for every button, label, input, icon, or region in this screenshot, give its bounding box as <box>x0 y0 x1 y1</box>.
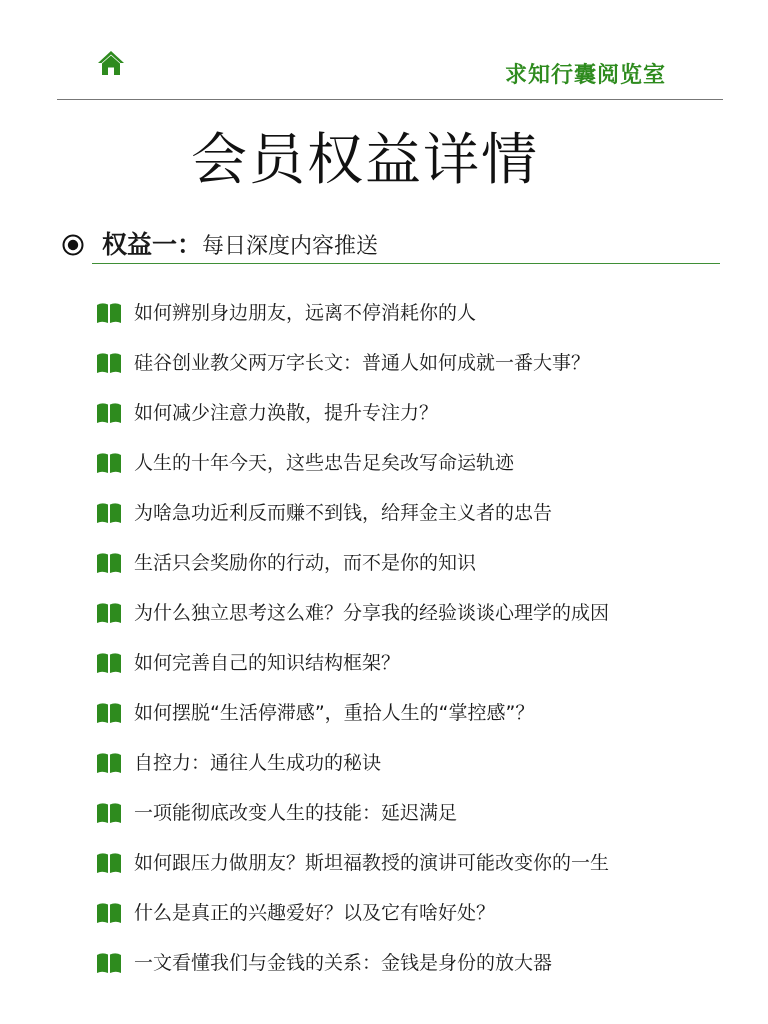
open-book-icon <box>96 402 122 424</box>
open-book-icon <box>96 952 122 974</box>
list-item[interactable] <box>96 296 609 346</box>
list-item[interactable] <box>96 596 609 646</box>
open-book-icon <box>96 302 122 324</box>
list-item[interactable] <box>96 396 609 446</box>
open-book-icon <box>96 852 122 874</box>
open-book-icon <box>96 702 122 724</box>
list-item[interactable] <box>96 896 609 946</box>
open-book-icon <box>96 902 122 924</box>
list-item-text: 如何辨别身边朋友，远离不停消耗你的人 <box>134 302 477 324</box>
open-book-icon <box>96 652 122 674</box>
section-heading <box>62 228 722 264</box>
open-book-icon <box>96 602 122 624</box>
list-item[interactable] <box>96 546 609 596</box>
section-name: 每日深度内容推送 <box>202 234 379 259</box>
list-item[interactable] <box>96 846 609 896</box>
list-item[interactable] <box>96 746 609 796</box>
list-item-text: 如何完善自己的知识结构框架？ <box>134 652 401 674</box>
open-book-icon <box>96 752 122 774</box>
list-item[interactable] <box>96 796 609 846</box>
list-item[interactable] <box>96 646 609 696</box>
section-prefix: 权益一： <box>102 230 203 259</box>
list-item-text: 为什么独立思考这么难？分享我的经验谈谈心理学的成因 <box>134 602 610 624</box>
list-item-text: 如何跟压力做朋友？斯坦福教授的演讲可能改变你的一生 <box>134 852 610 874</box>
open-book-icon <box>96 452 122 474</box>
list-item-text: 硅谷创业教父两万字长文：普通人如何成就一番大事？ <box>134 352 591 374</box>
list-item-text: 一项能彻底改变人生的技能：延迟满足 <box>134 802 458 824</box>
list-item[interactable] <box>96 496 609 546</box>
list-item[interactable] <box>96 446 609 496</box>
section-title <box>102 228 378 264</box>
list-item-text: 一文看懂我们与金钱的关系：金钱是身份的放大器 <box>134 952 553 974</box>
list-item-text: 如何减少注意力涣散，提升专注力？ <box>134 402 439 424</box>
open-book-icon <box>96 552 122 574</box>
radio-selected-icon <box>62 234 84 256</box>
article-list <box>96 296 609 996</box>
list-item-text: 人生的十年今天，这些忠告足矣改写命运轨迹 <box>134 452 515 474</box>
list-item-text: 什么是真正的兴趣爱好？以及它有啥好处？ <box>134 902 496 924</box>
brand-name: 求知行囊阅览室 <box>504 63 666 88</box>
home-icon[interactable] <box>96 48 126 78</box>
page-title: 会员权益详情 <box>191 128 539 193</box>
header-divider <box>57 99 723 100</box>
list-item-text: 如何摆脱“生活停滞感”，重拾人生的“掌控感”？ <box>134 702 535 724</box>
open-book-icon <box>96 352 122 374</box>
open-book-icon <box>96 802 122 824</box>
list-item[interactable] <box>96 346 609 396</box>
open-book-icon <box>96 502 122 524</box>
list-item[interactable] <box>96 946 609 996</box>
list-item[interactable] <box>96 696 609 746</box>
section-divider <box>92 263 720 264</box>
list-item-text: 自控力：通往人生成功的秘诀 <box>134 752 382 774</box>
list-item-text: 为啥急功近利反而赚不到钱，给拜金主义者的忠告 <box>134 502 553 524</box>
list-item-text: 生活只会奖励你的行动，而不是你的知识 <box>134 552 477 574</box>
